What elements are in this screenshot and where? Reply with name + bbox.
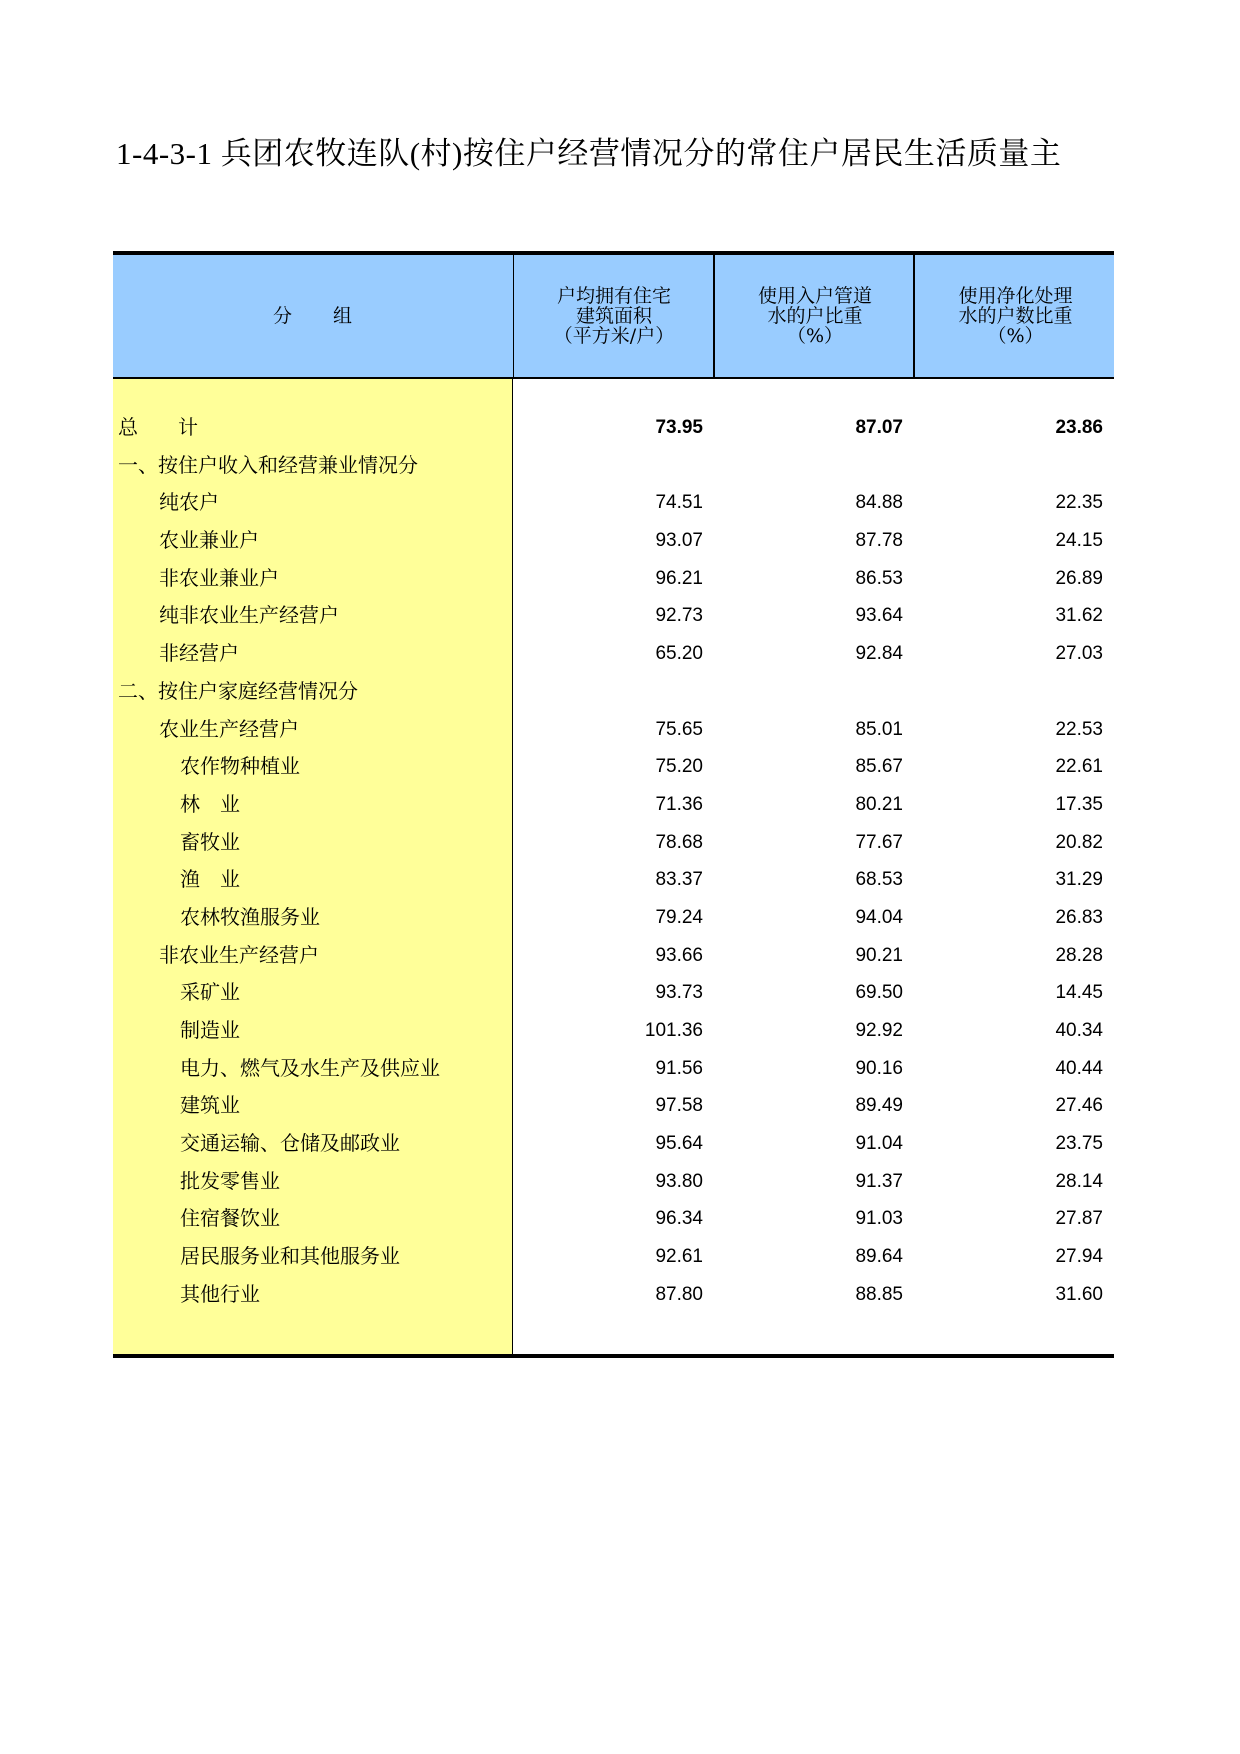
row-label: 农作物种植业 xyxy=(180,754,300,779)
table-title: 1-4-3-1 兵团农牧连队(村)按住户经营情况分的常住户居民生活质量主 xyxy=(116,136,1062,171)
housing-area-value: 93.66 xyxy=(655,944,703,966)
row-label: 建筑业 xyxy=(180,1093,240,1118)
row-label: 批发零售业 xyxy=(180,1168,280,1193)
table-row xyxy=(113,1087,1114,1125)
piped-water-value: 92.84 xyxy=(855,643,903,665)
housing-area-value: 73.95 xyxy=(655,417,703,438)
table-row xyxy=(113,560,1114,598)
table-row xyxy=(113,1163,1114,1201)
purified-water-value: 40.34 xyxy=(1055,1020,1103,1041)
housing-area-value: 71.36 xyxy=(655,793,703,815)
table-row xyxy=(113,974,1114,1012)
housing-area-value: 91.56 xyxy=(655,1057,703,1079)
housing-area-value: 92.61 xyxy=(655,1246,703,1268)
row-label: 采矿业 xyxy=(180,980,240,1005)
piped-water-value: 93.64 xyxy=(855,605,903,627)
header-purified-water-label: 使用净化处理 水的户数比重 （%） xyxy=(958,285,1073,347)
housing-area-value: 65.20 xyxy=(655,643,703,665)
housing-area-value: 78.68 xyxy=(655,831,703,853)
row-label: 总 计 xyxy=(118,415,198,439)
piped-water-value: 87.78 xyxy=(855,530,903,552)
purified-water-value: 27.46 xyxy=(1055,1095,1103,1117)
piped-water-value: 91.37 xyxy=(855,1170,903,1192)
purified-water-value: 14.45 xyxy=(1055,982,1103,1004)
header-purified-water xyxy=(913,255,1116,377)
purified-water-value: 22.35 xyxy=(1055,492,1103,514)
piped-water-value: 87.07 xyxy=(855,417,903,438)
piped-water-value: 84.88 xyxy=(855,492,903,514)
purified-water-value: 28.14 xyxy=(1055,1170,1103,1192)
piped-water-value: 85.01 xyxy=(855,718,903,740)
bottom-rule xyxy=(113,1354,1114,1358)
row-label: 一、按住户收入和经营兼业情况分 xyxy=(118,452,418,477)
row-label: 纯非农业生产经营户 xyxy=(159,603,339,628)
table-row xyxy=(113,1012,1114,1050)
piped-water-value: 91.03 xyxy=(855,1208,903,1230)
row-label: 农林牧渔服务业 xyxy=(180,904,320,929)
data-table xyxy=(113,251,1114,1358)
housing-area-value: 75.65 xyxy=(655,718,703,740)
header-housing-area-label: 户均拥有住宅 建筑面积 （平方米/户） xyxy=(553,285,675,347)
housing-area-value: 93.73 xyxy=(655,982,703,1004)
header-piped-water-label: 使用入户管道 水的户比重 （%） xyxy=(757,285,872,347)
row-label: 非经营户 xyxy=(159,641,239,666)
header-group-label: 分 组 xyxy=(272,305,353,327)
header-housing-area xyxy=(513,255,714,377)
table-row xyxy=(113,899,1114,937)
piped-water-value: 86.53 xyxy=(855,567,903,589)
housing-area-value: 96.21 xyxy=(655,567,703,589)
table-row xyxy=(113,1050,1114,1088)
piped-water-value: 92.92 xyxy=(855,1020,903,1041)
table-row xyxy=(113,447,1114,485)
purified-water-value: 26.89 xyxy=(1055,567,1103,589)
housing-area-value: 95.64 xyxy=(655,1133,703,1155)
housing-area-value: 93.80 xyxy=(655,1170,703,1192)
row-label: 农业生产经营户 xyxy=(159,716,299,741)
row-label: 纯农户 xyxy=(159,490,219,515)
purified-water-value: 27.94 xyxy=(1055,1246,1103,1268)
piped-water-value: 89.49 xyxy=(855,1095,903,1117)
piped-water-value: 77.67 xyxy=(855,831,903,853)
housing-area-value: 75.20 xyxy=(655,756,703,778)
purified-water-value xyxy=(913,673,1103,711)
piped-water-value: 68.53 xyxy=(855,869,903,891)
table-rows xyxy=(113,409,1114,1314)
piped-water-value: 91.04 xyxy=(855,1133,903,1155)
table-body xyxy=(113,379,1114,1354)
purified-water-value: 40.44 xyxy=(1055,1057,1103,1079)
piped-water-value: 89.64 xyxy=(855,1246,903,1268)
row-label: 住宿餐饮业 xyxy=(180,1206,280,1231)
table-row xyxy=(113,748,1114,786)
row-label: 制造业 xyxy=(180,1018,240,1042)
table-row xyxy=(113,484,1114,522)
housing-area-value: 96.34 xyxy=(655,1208,703,1230)
piped-water-value: 90.21 xyxy=(855,944,903,966)
housing-area-value: 92.73 xyxy=(655,605,703,627)
row-label: 农业兼业户 xyxy=(159,528,259,553)
header-group xyxy=(113,255,513,377)
table-row xyxy=(113,937,1114,975)
purified-water-value: 31.60 xyxy=(1055,1283,1103,1305)
piped-water-value xyxy=(713,447,903,485)
housing-area-value xyxy=(513,673,703,711)
purified-water-value: 20.82 xyxy=(1055,831,1103,853)
purified-water-value: 27.87 xyxy=(1055,1208,1103,1230)
purified-water-value: 24.15 xyxy=(1055,530,1103,552)
table-header xyxy=(113,255,1114,379)
table-row xyxy=(113,1276,1114,1314)
row-label: 林 业 xyxy=(180,791,240,816)
housing-area-value: 101.36 xyxy=(644,1020,703,1041)
purified-water-value: 31.29 xyxy=(1055,869,1103,891)
table-row xyxy=(113,409,1114,447)
purified-water-value: 27.03 xyxy=(1055,643,1103,665)
housing-area-value: 87.80 xyxy=(655,1283,703,1305)
table-row xyxy=(113,711,1114,749)
purified-water-value: 22.53 xyxy=(1055,718,1103,740)
piped-water-value: 80.21 xyxy=(855,793,903,815)
table-row xyxy=(113,1200,1114,1238)
row-label: 居民服务业和其他服务业 xyxy=(180,1244,400,1269)
purified-water-value: 22.61 xyxy=(1055,756,1103,778)
table-row xyxy=(113,522,1114,560)
housing-area-value: 74.51 xyxy=(655,492,703,514)
housing-area-value: 97.58 xyxy=(655,1095,703,1117)
row-label: 交通运输、仓储及邮政业 xyxy=(180,1131,400,1156)
table-row xyxy=(113,786,1114,824)
row-label: 电力、燃气及水生产及供应业 xyxy=(180,1055,440,1080)
piped-water-value: 88.85 xyxy=(855,1283,903,1305)
purified-water-value: 17.35 xyxy=(1055,793,1103,815)
piped-water-value xyxy=(713,673,903,711)
housing-area-value: 93.07 xyxy=(655,530,703,552)
purified-water-value: 28.28 xyxy=(1055,944,1103,966)
purified-water-value xyxy=(913,447,1103,485)
row-label: 非农业兼业户 xyxy=(159,565,279,590)
piped-water-value: 69.50 xyxy=(855,982,903,1004)
row-label: 二、按住户家庭经营情况分 xyxy=(118,678,358,703)
piped-water-value: 90.16 xyxy=(855,1057,903,1079)
header-piped-water xyxy=(713,255,915,377)
row-label: 畜牧业 xyxy=(180,829,240,854)
table-row xyxy=(113,673,1114,711)
purified-water-value: 26.83 xyxy=(1055,906,1103,928)
table-row xyxy=(113,1125,1114,1163)
housing-area-value: 83.37 xyxy=(655,869,703,891)
table-row xyxy=(113,861,1114,899)
row-label: 渔 业 xyxy=(180,867,240,892)
piped-water-value: 85.67 xyxy=(855,756,903,778)
table-row xyxy=(113,635,1114,673)
piped-water-value: 94.04 xyxy=(855,906,903,928)
table-row xyxy=(113,824,1114,862)
purified-water-value: 31.62 xyxy=(1055,605,1103,627)
table-row xyxy=(113,597,1114,635)
table-row xyxy=(113,1238,1114,1276)
housing-area-value xyxy=(513,447,703,485)
purified-water-value: 23.86 xyxy=(1055,417,1103,438)
row-label: 非农业生产经营户 xyxy=(159,942,319,967)
row-label: 其他行业 xyxy=(180,1281,260,1306)
housing-area-value: 79.24 xyxy=(655,906,703,928)
purified-water-value: 23.75 xyxy=(1055,1133,1103,1155)
